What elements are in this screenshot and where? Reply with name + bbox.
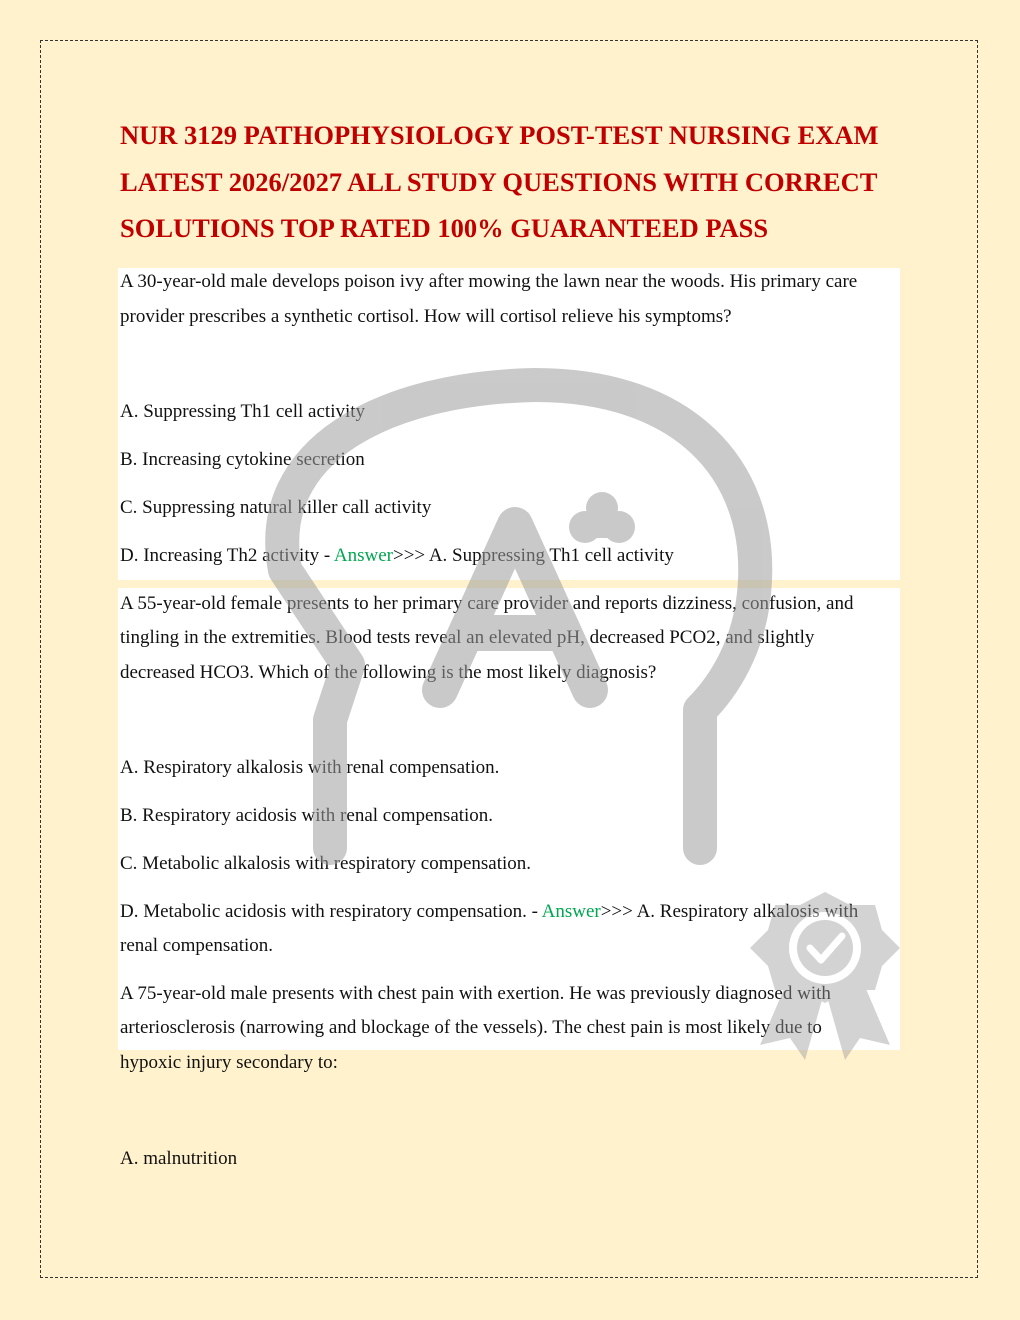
q2-option-a: A. Respiratory alkalosis with renal compensation.: [120, 757, 500, 778]
q1-option-d-text: D. Increasing Th2 activity -: [120, 545, 334, 566]
q2-option-d: [120, 895, 858, 929]
q1-answer-label: Answer: [333, 545, 393, 566]
q1-option-a: A. Suppressing Th1 cell activity: [120, 401, 366, 422]
q2-option-c: C. Metabolic alkalosis with respiratory compensation.: [120, 853, 532, 874]
q1-option-b: B. Increasing cytokine secretion: [120, 449, 365, 470]
q2-stem-line-2: tingling in the extremities. Blood tests reveal an elevated pH, decreased PCO2, and slightly: [120, 627, 815, 648]
q1-stem-line-2: provider prescribes a synthetic cortisol. How will cortisol relieve his symptoms?: [120, 306, 732, 327]
q2-stem-line-1: A 55-year-old female presents to her primary care provider and reports dizziness, confusion, and: [120, 593, 854, 614]
q3-stem-line-3: hypoxic injury secondary to:: [120, 1052, 338, 1073]
q2-option-b: B. Respiratory acidosis with renal compensation.: [120, 805, 494, 826]
q2-answer-continuation: renal compensation.: [120, 935, 274, 956]
q2-stem-line-3: decreased HCO3. Which of the following is the most likely diagnosis?: [120, 662, 657, 683]
q3-stem-line-2: arteriosclerosis (narrowing and blockage of the vessels). The chest pain is most likely due to: [120, 1017, 822, 1038]
document-title: NUR 3129 PATHOPHYSIOLOGY POST-TEST NURSING EXAM LATEST 2026/2027 ALL STUDY QUESTIONS WITH CORRECT SOLUTIONS TOP RATED 100% GUARANTEED PASS: [120, 120, 879, 243]
q1-answer-text: >>> A. Suppressing Th1 cell activity: [392, 545, 674, 566]
q1-option-d: [120, 539, 674, 573]
q3-stem-line-1: A 75-year-old male presents with chest pain with exertion. He was previously diagnosed with: [120, 983, 831, 1004]
q3-option-a: A. malnutrition: [120, 1148, 238, 1169]
q1-option-c: C. Suppressing natural killer call activity: [120, 497, 432, 518]
q2-answer-text: >>> A. Respiratory alkalosis with: [600, 901, 859, 922]
q2-option-d-text: D. Metabolic acidosis with respiratory compensation. -: [120, 901, 542, 922]
q1-stem-line-1: A 30-year-old male develops poison ivy after mowing the lawn near the woods. His primary care: [120, 271, 858, 292]
q2-answer-label: Answer: [541, 901, 601, 922]
